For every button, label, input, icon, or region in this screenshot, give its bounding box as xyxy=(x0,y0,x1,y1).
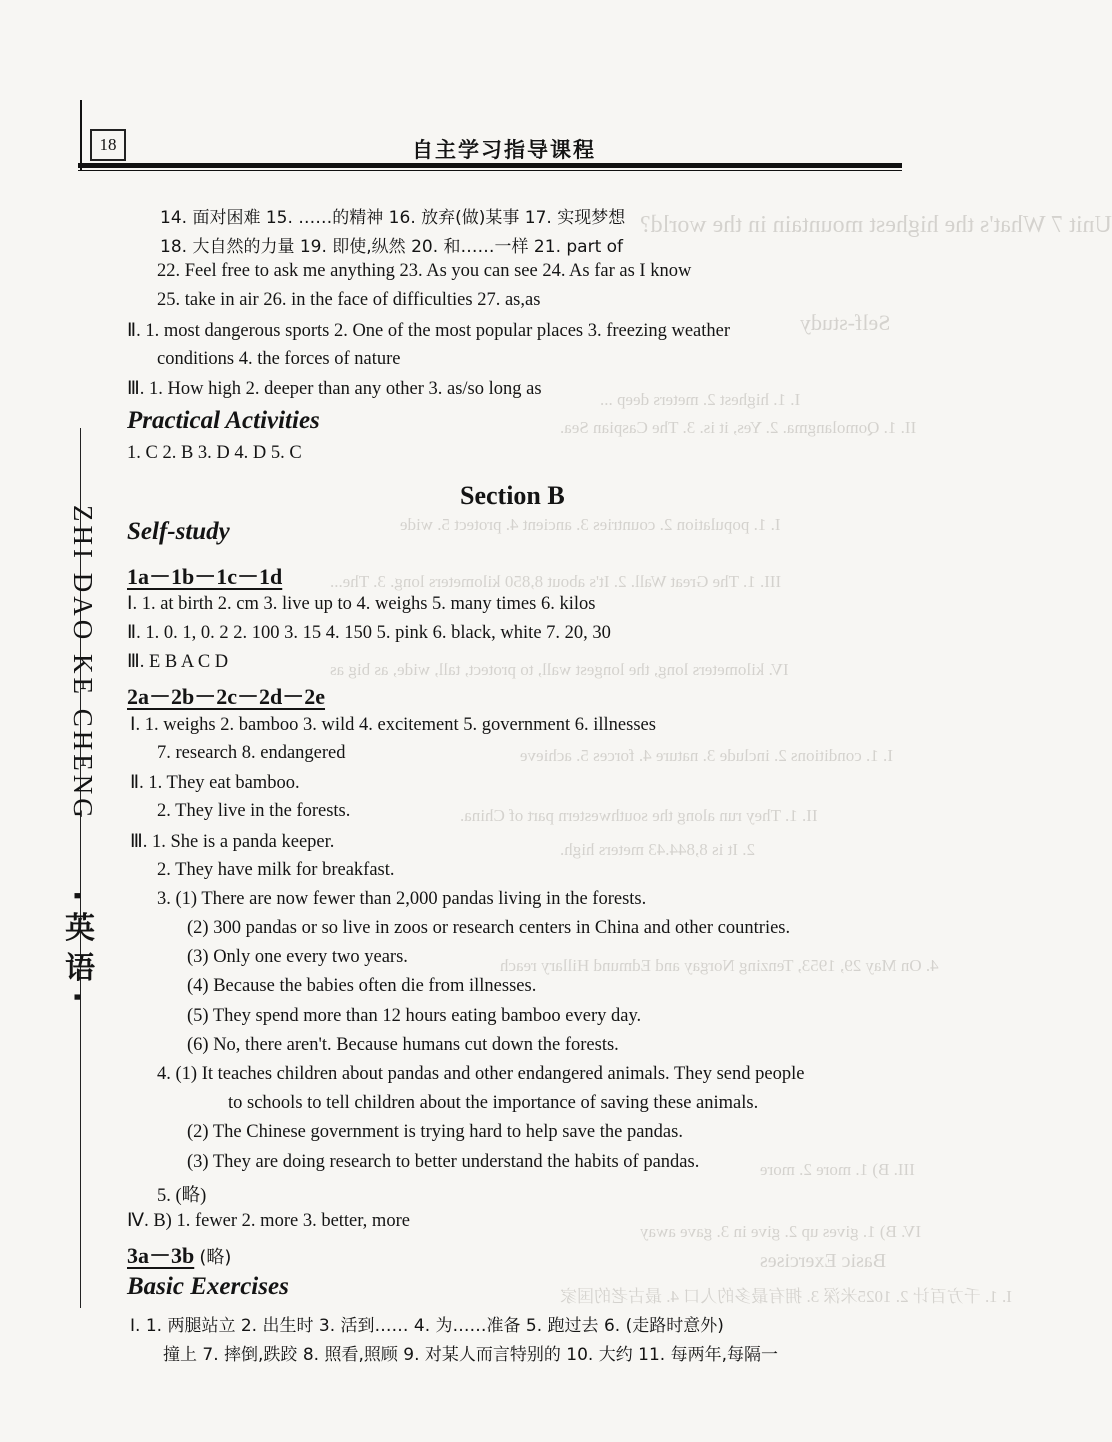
answer-line: Ⅲ. 1. How high 2. deeper than any other 3. as/so long as xyxy=(127,379,542,399)
answer-line: 14. 面对困难 15. ……的精神 16. 放弃(做)某事 17. 实现梦想 xyxy=(160,208,626,228)
page-number: 18 xyxy=(90,129,126,161)
header-rule-thin xyxy=(78,170,902,171)
answer-line: Ⅱ. 1. They eat bamboo. xyxy=(130,773,300,793)
section-b-heading: Section B xyxy=(460,481,565,510)
side-subject-label: ·英语· xyxy=(59,890,94,1013)
answer-line: 25. take in air 26. in the face of difficulties 27. as,as xyxy=(157,290,541,310)
margin-rule xyxy=(80,100,82,170)
bleed-through: 2. It is 8,844.43 meters high. xyxy=(560,840,756,859)
answer-line: 4. (1) It teaches children about pandas and other endangered animals. They send people xyxy=(157,1064,805,1084)
answer-line: (6) No, there aren't. Because humans cut down the forests. xyxy=(187,1035,619,1055)
answer-line: to schools to tell children about the importance of saving these animals. xyxy=(228,1093,759,1113)
answer-line: (2) 300 pandas or so live in zoos or research centers in China and other countries. xyxy=(187,918,791,938)
answer-line: Ⅱ. 1. most dangerous sports 2. One of the most popular places 3. freezing weather xyxy=(127,321,731,341)
bleed-through: Unit 7 What's the highest mountain in the world? xyxy=(640,212,1112,238)
bleed-through: Basic Exercises xyxy=(760,1250,887,1272)
answer-line: (3) Only one every two years. xyxy=(187,947,408,967)
bleed-through: II. 1. They run along the southwestern part of China. xyxy=(460,806,818,825)
subsection-heading: 3a－3b xyxy=(127,1243,195,1268)
bleed-through: II. 1. Qomolangma. 2. Yes, it is. 3. The Caspian Sea. xyxy=(560,418,917,437)
answer-line: 22. Feel free to ask me anything 23. As you can see 24. As far as I know xyxy=(157,261,692,281)
running-header-title: 自主学习指导课程 xyxy=(412,138,596,162)
answer-line: 2. They have milk for breakfast. xyxy=(157,860,395,880)
answer-line: (2) The Chinese government is trying hard to help save the pandas. xyxy=(187,1122,683,1142)
basic-exercises-heading: Basic Exercises xyxy=(127,1273,289,1300)
bleed-through: I. 1. highest 2. meters deep ... xyxy=(600,390,801,409)
bleed-through: IV. kilometers long, the longest wall, to protect, tall, wide, as big as xyxy=(330,660,789,679)
subsection-heading: 2a－2b－2c－2d－2e xyxy=(127,684,326,709)
bleed-through: I. 1. conditions 2. include 3. nature 4. forces 5. achieve xyxy=(520,746,893,765)
bleed-through: 4. On May 29, 1953, Tenzing Norgay and Edmund Hillary reach xyxy=(500,956,939,975)
subsection-3a-3b xyxy=(127,1239,231,1270)
answer-line: conditions 4. the forces of nature xyxy=(157,349,401,369)
answer-line: Ⅲ. 1. She is a panda keeper. xyxy=(130,832,335,852)
practical-answers: 1. C 2. B 3. D 4. D 5. C xyxy=(127,443,302,463)
bleed-through: Self-study xyxy=(800,310,891,335)
self-study-heading: Self-study xyxy=(127,518,230,545)
answer-line: Ⅰ. 1. 两腿站立 2. 出生时 3. 活到…… 4. 为……准备 5. 跑过去 6. (走路时意外) xyxy=(130,1316,724,1336)
answer-line: (4) Because the babies often die from illnesses. xyxy=(187,976,537,996)
bleed-through: I. 1. 千方百计 2. 1025米深 3. 拥有最多的人口 4. 最古老的国家 xyxy=(560,1287,1012,1306)
bleed-through: IV. B) 1. gives up 2. give in 3. gave away xyxy=(640,1222,922,1241)
answer-line: (5) They spend more than 12 hours eating bamboo every day. xyxy=(187,1006,642,1026)
answer-line: 3. (1) There are now fewer than 2,000 pandas living in the forests. xyxy=(157,889,647,909)
practical-activities-heading: Practical Activities xyxy=(127,407,320,434)
answer-line: Ⅱ. 1. 0. 1, 0. 2 2. 100 3. 15 4. 150 5. pink 6. black, white 7. 20, 30 xyxy=(127,623,611,643)
answer-line: (3) They are doing research to better understand the habits of pandas. xyxy=(187,1152,700,1172)
answer-line: 7. research 8. endangered xyxy=(157,743,346,763)
omitted-note: (略) xyxy=(199,1247,232,1268)
answer-line: 5. (略) xyxy=(157,1186,207,1206)
answer-line: 18. 大自然的力量 19. 即使,纵然 20. 和……一样 21. part of xyxy=(160,237,624,257)
answer-line: Ⅳ. B) 1. fewer 2. more 3. better, more xyxy=(127,1211,410,1231)
side-series-title: ZHI DAO KE CHENG xyxy=(68,505,98,822)
answer-line: 撞上 7. 摔倒,跌跤 8. 照看,照顾 9. 对某人而言特别的 10. 大约 11. 每两年,每隔一 xyxy=(163,1345,778,1365)
answer-line: Ⅰ. 1. at birth 2. cm 3. live up to 4. weighs 5. many times 6. kilos xyxy=(127,594,596,614)
bleed-through: III. 1. The Great Wall. 2. It's about 8,850 kilometers long. 3. The... xyxy=(330,572,782,591)
header-rule xyxy=(78,163,902,168)
answer-line: Ⅰ. 1. weighs 2. bamboo 3. wild 4. excitement 5. government 6. illnesses xyxy=(130,715,656,735)
subsection-heading: 1a－1b－1c－1d xyxy=(127,564,283,589)
answer-line: Ⅲ. E B A C D xyxy=(127,652,229,672)
bleed-through: I. 1. population 2. countries 3. ancient 4. protect 5. wide xyxy=(400,515,781,534)
answer-line: 2. They live in the forests. xyxy=(157,801,351,821)
bleed-through: III. B) 1. more 2. more xyxy=(760,1160,915,1179)
